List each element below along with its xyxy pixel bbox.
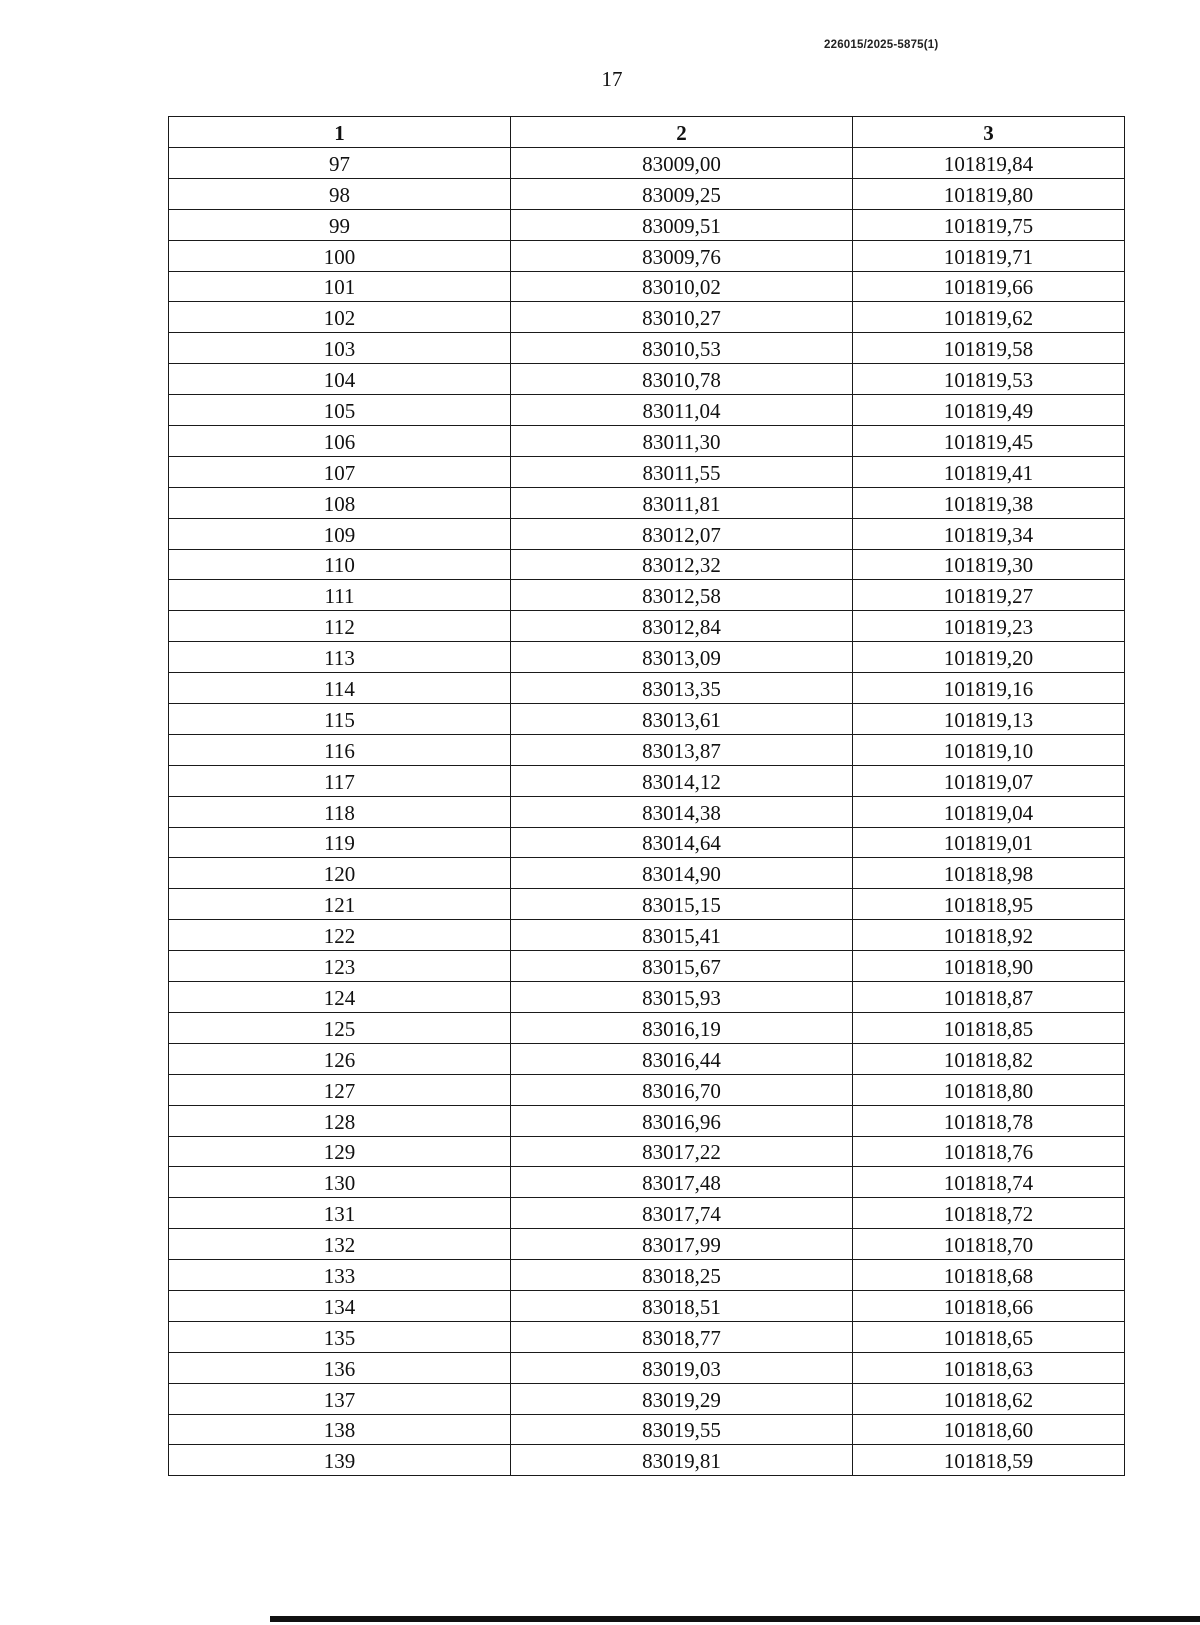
point-number-cell: 137 [169, 1383, 511, 1414]
table-row [169, 333, 1125, 364]
y-coordinate-cell: 101819,13 [853, 704, 1125, 735]
point-number-cell: 122 [169, 920, 511, 951]
x-coordinate-cell: 83015,93 [511, 982, 853, 1013]
x-coordinate-cell: 83012,07 [511, 518, 853, 549]
table-row [169, 920, 1125, 951]
x-coordinate-cell: 83011,04 [511, 395, 853, 426]
column-header: 2 [511, 117, 853, 148]
point-number-cell: 109 [169, 518, 511, 549]
y-coordinate-cell: 101819,27 [853, 580, 1125, 611]
y-coordinate-cell: 101819,20 [853, 642, 1125, 673]
table-row [169, 1414, 1125, 1445]
y-coordinate-cell: 101819,45 [853, 426, 1125, 457]
y-coordinate-cell: 101819,10 [853, 734, 1125, 765]
x-coordinate-cell: 83017,48 [511, 1167, 853, 1198]
table-row [169, 1136, 1125, 1167]
y-coordinate-cell: 101818,95 [853, 889, 1125, 920]
y-coordinate-cell: 101819,34 [853, 518, 1125, 549]
x-coordinate-cell: 83017,22 [511, 1136, 853, 1167]
y-coordinate-cell: 101819,84 [853, 148, 1125, 179]
y-coordinate-cell: 101818,60 [853, 1414, 1125, 1445]
y-coordinate-cell: 101818,72 [853, 1198, 1125, 1229]
table-row [169, 1167, 1125, 1198]
y-coordinate-cell: 101819,01 [853, 827, 1125, 858]
table-row [169, 1260, 1125, 1291]
x-coordinate-cell: 83009,00 [511, 148, 853, 179]
x-coordinate-cell: 83013,09 [511, 642, 853, 673]
point-number-cell: 103 [169, 333, 511, 364]
table-row [169, 1321, 1125, 1352]
x-coordinate-cell: 83019,55 [511, 1414, 853, 1445]
point-number-cell: 130 [169, 1167, 511, 1198]
point-number-cell: 110 [169, 549, 511, 580]
table-row [169, 704, 1125, 735]
y-coordinate-cell: 101818,98 [853, 858, 1125, 889]
y-coordinate-cell: 101819,30 [853, 549, 1125, 580]
table-row [169, 611, 1125, 642]
table-row [169, 796, 1125, 827]
point-number-cell: 100 [169, 240, 511, 271]
y-coordinate-cell: 101818,78 [853, 1105, 1125, 1136]
y-coordinate-cell: 101819,75 [853, 209, 1125, 240]
table-row [169, 302, 1125, 333]
point-number-cell: 119 [169, 827, 511, 858]
x-coordinate-cell: 83014,64 [511, 827, 853, 858]
point-number-cell: 108 [169, 487, 511, 518]
y-coordinate-cell: 101819,16 [853, 673, 1125, 704]
x-coordinate-cell: 83012,84 [511, 611, 853, 642]
point-number-cell: 133 [169, 1260, 511, 1291]
table-row [169, 178, 1125, 209]
point-number-cell: 126 [169, 1043, 511, 1074]
table-row [169, 364, 1125, 395]
table-row [169, 827, 1125, 858]
table-row [169, 209, 1125, 240]
x-coordinate-cell: 83013,87 [511, 734, 853, 765]
y-coordinate-cell: 101818,92 [853, 920, 1125, 951]
table-row [169, 1383, 1125, 1414]
table-row [169, 240, 1125, 271]
table-row [169, 1290, 1125, 1321]
x-coordinate-cell: 83012,32 [511, 549, 853, 580]
point-number-cell: 106 [169, 426, 511, 457]
table-row [169, 395, 1125, 426]
y-coordinate-cell: 101818,82 [853, 1043, 1125, 1074]
y-coordinate-cell: 101818,59 [853, 1445, 1125, 1476]
point-number-cell: 102 [169, 302, 511, 333]
y-coordinate-cell: 101819,04 [853, 796, 1125, 827]
x-coordinate-cell: 83019,29 [511, 1383, 853, 1414]
point-number-cell: 97 [169, 148, 511, 179]
x-coordinate-cell: 83014,90 [511, 858, 853, 889]
x-coordinate-cell: 83015,15 [511, 889, 853, 920]
y-coordinate-cell: 101819,58 [853, 333, 1125, 364]
table-row [169, 1352, 1125, 1383]
point-number-cell: 113 [169, 642, 511, 673]
y-coordinate-cell: 101818,76 [853, 1136, 1125, 1167]
table-row [169, 765, 1125, 796]
point-number-cell: 138 [169, 1414, 511, 1445]
x-coordinate-cell: 83017,74 [511, 1198, 853, 1229]
x-coordinate-cell: 83018,25 [511, 1260, 853, 1291]
table-row [169, 889, 1125, 920]
table-row [169, 642, 1125, 673]
x-coordinate-cell: 83009,25 [511, 178, 853, 209]
point-number-cell: 134 [169, 1290, 511, 1321]
point-number-cell: 117 [169, 765, 511, 796]
point-number-cell: 135 [169, 1321, 511, 1352]
y-coordinate-cell: 101819,41 [853, 456, 1125, 487]
table-row [169, 1229, 1125, 1260]
point-number-cell: 111 [169, 580, 511, 611]
x-coordinate-cell: 83019,81 [511, 1445, 853, 1476]
x-coordinate-cell: 83015,41 [511, 920, 853, 951]
y-coordinate-cell: 101818,80 [853, 1074, 1125, 1105]
y-coordinate-cell: 101818,85 [853, 1012, 1125, 1043]
point-number-cell: 118 [169, 796, 511, 827]
y-coordinate-cell: 101818,63 [853, 1352, 1125, 1383]
x-coordinate-cell: 83011,81 [511, 487, 853, 518]
point-number-cell: 121 [169, 889, 511, 920]
coordinates-table [168, 116, 1125, 1476]
column-header: 3 [853, 117, 1125, 148]
x-coordinate-cell: 83019,03 [511, 1352, 853, 1383]
y-coordinate-cell: 101819,07 [853, 765, 1125, 796]
y-coordinate-cell: 101819,80 [853, 178, 1125, 209]
y-coordinate-cell: 101819,66 [853, 271, 1125, 302]
point-number-cell: 116 [169, 734, 511, 765]
x-coordinate-cell: 83018,77 [511, 1321, 853, 1352]
x-coordinate-cell: 83016,44 [511, 1043, 853, 1074]
point-number-cell: 125 [169, 1012, 511, 1043]
x-coordinate-cell: 83014,38 [511, 796, 853, 827]
y-coordinate-cell: 101819,38 [853, 487, 1125, 518]
x-coordinate-cell: 83017,99 [511, 1229, 853, 1260]
table-row [169, 982, 1125, 1013]
document-id: 226015/2025-5875(1) [824, 39, 939, 51]
point-number-cell: 128 [169, 1105, 511, 1136]
table-row [169, 1074, 1125, 1105]
x-coordinate-cell: 83016,70 [511, 1074, 853, 1105]
y-coordinate-cell: 101818,87 [853, 982, 1125, 1013]
y-coordinate-cell: 101818,74 [853, 1167, 1125, 1198]
point-number-cell: 107 [169, 456, 511, 487]
x-coordinate-cell: 83016,19 [511, 1012, 853, 1043]
x-coordinate-cell: 83013,61 [511, 704, 853, 735]
table-row [169, 951, 1125, 982]
table-row [169, 673, 1125, 704]
point-number-cell: 123 [169, 951, 511, 982]
point-number-cell: 120 [169, 858, 511, 889]
table-row [169, 456, 1125, 487]
x-coordinate-cell: 83011,55 [511, 456, 853, 487]
table-row [169, 580, 1125, 611]
column-header: 1 [169, 117, 511, 148]
point-number-cell: 127 [169, 1074, 511, 1105]
y-coordinate-cell: 101819,62 [853, 302, 1125, 333]
table-header-row [169, 117, 1125, 148]
y-coordinate-cell: 101818,90 [853, 951, 1125, 982]
y-coordinate-cell: 101819,53 [853, 364, 1125, 395]
x-coordinate-cell: 83010,27 [511, 302, 853, 333]
table-row [169, 1198, 1125, 1229]
table-row [169, 1012, 1125, 1043]
table-row [169, 1105, 1125, 1136]
x-coordinate-cell: 83013,35 [511, 673, 853, 704]
point-number-cell: 112 [169, 611, 511, 642]
table-row [169, 734, 1125, 765]
y-coordinate-cell: 101818,66 [853, 1290, 1125, 1321]
table-row [169, 271, 1125, 302]
x-coordinate-cell: 83016,96 [511, 1105, 853, 1136]
y-coordinate-cell: 101818,62 [853, 1383, 1125, 1414]
point-number-cell: 99 [169, 209, 511, 240]
x-coordinate-cell: 83012,58 [511, 580, 853, 611]
table-row [169, 518, 1125, 549]
y-coordinate-cell: 101819,71 [853, 240, 1125, 271]
table-row [169, 1445, 1125, 1476]
y-coordinate-cell: 101819,49 [853, 395, 1125, 426]
table-row [169, 1043, 1125, 1074]
table-row [169, 487, 1125, 518]
x-coordinate-cell: 83009,51 [511, 209, 853, 240]
x-coordinate-cell: 83009,76 [511, 240, 853, 271]
point-number-cell: 101 [169, 271, 511, 302]
point-number-cell: 104 [169, 364, 511, 395]
x-coordinate-cell: 83015,67 [511, 951, 853, 982]
point-number-cell: 114 [169, 673, 511, 704]
x-coordinate-cell: 83018,51 [511, 1290, 853, 1321]
table-row [169, 426, 1125, 457]
table-row [169, 148, 1125, 179]
y-coordinate-cell: 101818,65 [853, 1321, 1125, 1352]
y-coordinate-cell: 101819,23 [853, 611, 1125, 642]
point-number-cell: 115 [169, 704, 511, 735]
point-number-cell: 105 [169, 395, 511, 426]
bottom-border-rule [270, 1616, 1200, 1622]
point-number-cell: 132 [169, 1229, 511, 1260]
table-row [169, 858, 1125, 889]
x-coordinate-cell: 83014,12 [511, 765, 853, 796]
point-number-cell: 131 [169, 1198, 511, 1229]
point-number-cell: 124 [169, 982, 511, 1013]
x-coordinate-cell: 83010,78 [511, 364, 853, 395]
x-coordinate-cell: 83010,02 [511, 271, 853, 302]
y-coordinate-cell: 101818,70 [853, 1229, 1125, 1260]
y-coordinate-cell: 101818,68 [853, 1260, 1125, 1291]
point-number-cell: 136 [169, 1352, 511, 1383]
point-number-cell: 139 [169, 1445, 511, 1476]
x-coordinate-cell: 83011,30 [511, 426, 853, 457]
page-number: 17 [601, 67, 623, 91]
point-number-cell: 129 [169, 1136, 511, 1167]
table-row [169, 549, 1125, 580]
x-coordinate-cell: 83010,53 [511, 333, 853, 364]
point-number-cell: 98 [169, 178, 511, 209]
